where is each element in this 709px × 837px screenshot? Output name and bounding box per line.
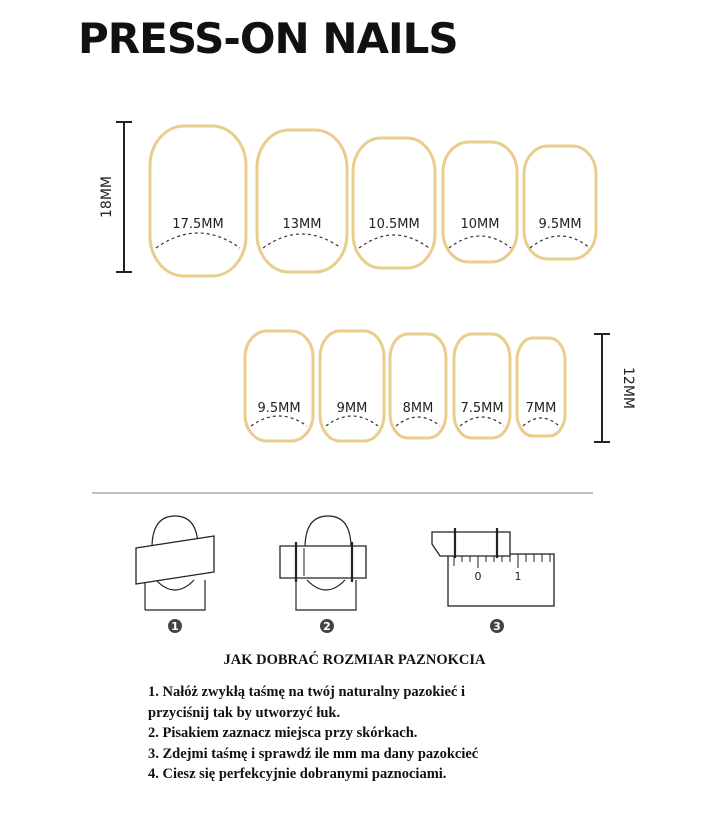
nail-size-label: 9MM: [336, 401, 368, 416]
step-number: 1: [171, 620, 179, 633]
ruler-tick-label: 1: [514, 570, 522, 583]
instruction-line: 4. Ciesz się perfekcyjnie dobranymi paznociami.: [148, 766, 447, 782]
instruction-line: 3. Zdejmi taśmę i sprawdź ile mm ma dany pazokcieć: [148, 745, 479, 762]
nail-bottom-4: [454, 334, 510, 438]
nail-top-2: [257, 130, 347, 272]
nail-bottom-2: [320, 331, 384, 441]
nail-bottom-5: [517, 338, 565, 436]
nail-size-label: 13MM: [282, 217, 322, 232]
nail-bottom-3: [390, 334, 446, 438]
step-number: 3: [493, 620, 501, 633]
nail-size-label: 7.5MM: [460, 401, 504, 416]
nail-size-label: 8MM: [402, 401, 434, 416]
nail-size-label: 17.5MM: [172, 217, 224, 232]
instruction-line: 2. Pisakiem zaznacz miejsca przy skórkach.: [148, 725, 418, 741]
nail-top-4: [443, 142, 517, 262]
nail-bottom-1: [245, 331, 313, 441]
step-3-illustration: [432, 528, 554, 633]
ruler-tick-label: 0: [474, 570, 482, 583]
height-label-bottom: 12MM: [620, 367, 636, 409]
nail-size-label: 10.5MM: [368, 217, 420, 232]
nail-top-1: [150, 126, 246, 276]
tape-strip: [432, 532, 510, 556]
page-title: PRESS-ON NAILS: [78, 14, 458, 63]
instruction-line: 1. Nałóż zwykłą taśmę na twój naturalny pazokieć i: [148, 684, 465, 700]
nail-top-5: [524, 146, 596, 259]
nail-size-label: 7MM: [525, 401, 557, 416]
height-label-top: 18MM: [99, 176, 115, 218]
instructions-heading: JAK DOBRAĆ ROZMIAR PAZNOKCIA: [223, 652, 486, 668]
height-indicator-bottom: [594, 334, 636, 442]
nail-size-label: 10MM: [460, 217, 500, 232]
step-number: 2: [323, 620, 331, 633]
instruction-line: przyciśnij tak by utworzyć łuk.: [148, 704, 341, 721]
step-2-illustration: [280, 516, 366, 633]
height-indicator-top: [99, 122, 132, 272]
instructions-list: [148, 682, 628, 785]
nail-size-label: 9.5MM: [257, 401, 301, 416]
nail-top-3: [353, 138, 435, 268]
nail-size-label: 9.5MM: [538, 217, 582, 232]
ruler: [448, 554, 554, 606]
step-1-illustration: [136, 516, 214, 633]
